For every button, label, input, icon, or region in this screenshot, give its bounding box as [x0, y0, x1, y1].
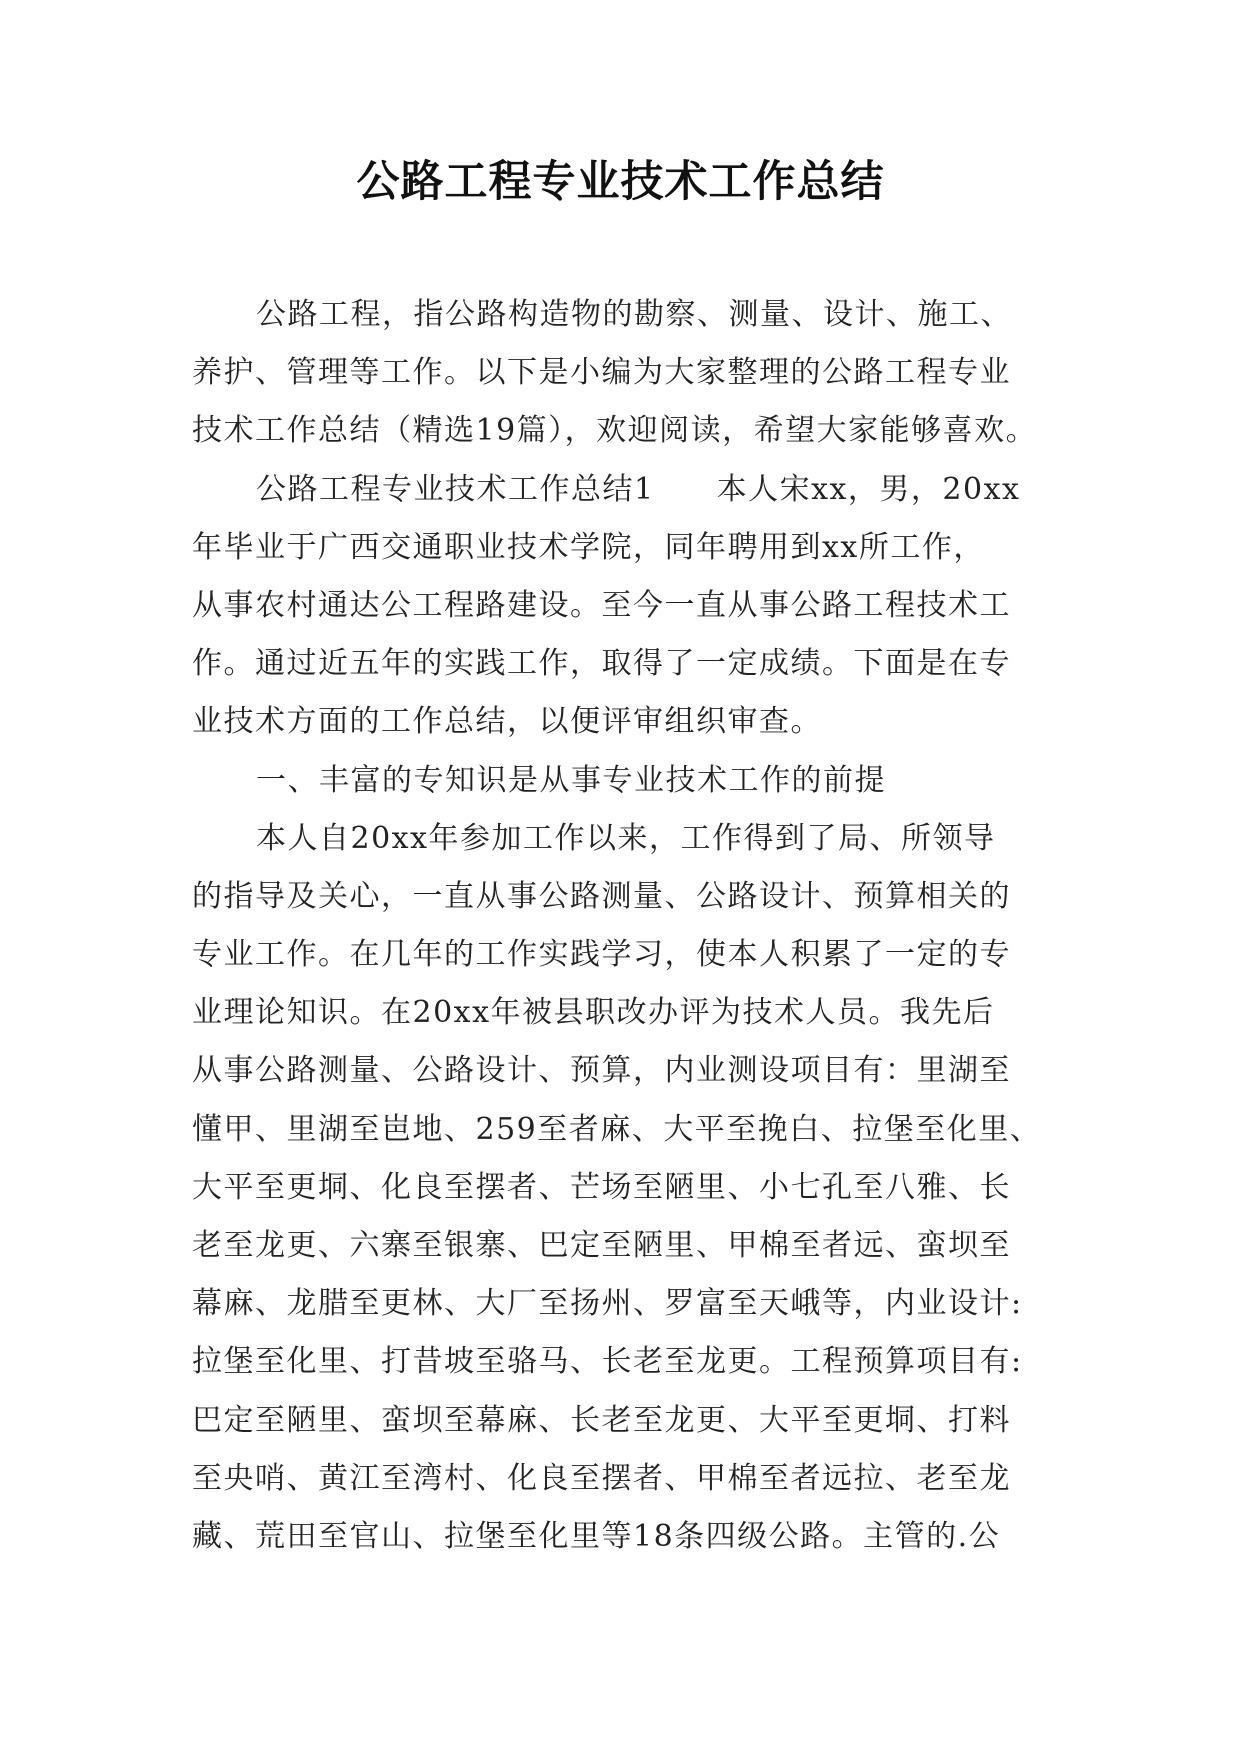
paragraph-line: 年毕业于广西交通职业技术学院，同年聘用到xx所工作， [192, 529, 985, 565]
paragraph-line: 本人自20xx年参加工作以来，工作得到了局、所领导 [256, 820, 996, 856]
section-heading: 公路工程专业技术工作总结1 [256, 471, 655, 507]
paragraph-text: 本人宋xx，男，20xx [716, 471, 1021, 507]
paragraph-line: 至央哨、黄江至湾村、化良至摆者、甲棉至者远拉、老至龙 [192, 1460, 1011, 1496]
paragraph-line: 巴定至陋里、蛮坝至幕麻、长老至龙更、大平至更垌、打料 [192, 1402, 1011, 1438]
section-heading: 一、丰富的专知识是从事专业技术工作的前提 [256, 762, 886, 798]
paragraph-line: 老至龙更、六寨至银寨、巴定至陋里、甲棉至者远、蛮坝至 [192, 1228, 1011, 1263]
paragraph-line: 养护、管理等工作。以下是小编为大家整理的公路工程专业 [192, 355, 1011, 391]
paragraph-line: 大平至更垌、化良至摆者、芒场至陋里、小七孔至八雅、长 [192, 1169, 1011, 1205]
paragraph-line [192, 461, 1062, 519]
document-title: 公路工程专业技术工作总结 [356, 157, 885, 207]
document-body [192, 286, 1062, 1566]
paragraph-line: 拉堡至化里、打昔坡至骆马、长老至龙更。工程预算项目有: [192, 1344, 1023, 1380]
paragraph-line: 藏、荒田至官山、拉堡至化里等18条四级公路。主管的.公 [192, 1518, 1001, 1554]
paragraph-line: 从事公路测量、公路设计、预算，内业测设项目有：里湖至 [192, 1053, 1011, 1089]
paragraph-line: 公路工程，指公路构造物的勘察、测量、设计、施工、 [256, 297, 1012, 332]
paragraph-line: 幕麻、龙腊至更林、大厂至扬州、罗富至天峨等，内业设计: [192, 1286, 1023, 1322]
paragraph-line: 作。通过近五年的实践工作，取得了一定成绩。下面是在专 [192, 646, 1011, 682]
paragraph-line: 业理论知识。在20xx年被县职改办评为技术人员。我先后 [192, 995, 995, 1031]
paragraph-line: 技术工作总结（精选19篇），欢迎阅读，希望大家能够喜欢。 [192, 413, 1038, 449]
paragraph-line: 业技术方面的工作总结，以便评审组织审查。 [192, 704, 822, 740]
paragraph-line: 专业工作。在几年的工作实践学习，使本人积累了一定的专 [192, 937, 1011, 973]
paragraph-line: 懂甲、里湖至岜地、259至者麻、大平至挽白、拉堡至化里、 [192, 1111, 1042, 1147]
paragraph-line: 的指导及关心，一直从事公路测量、公路设计、预算相关的 [192, 878, 1011, 914]
paragraph-line: 从事农村通达公工程路建设。至今一直从事公路工程技术工 [192, 587, 1011, 623]
